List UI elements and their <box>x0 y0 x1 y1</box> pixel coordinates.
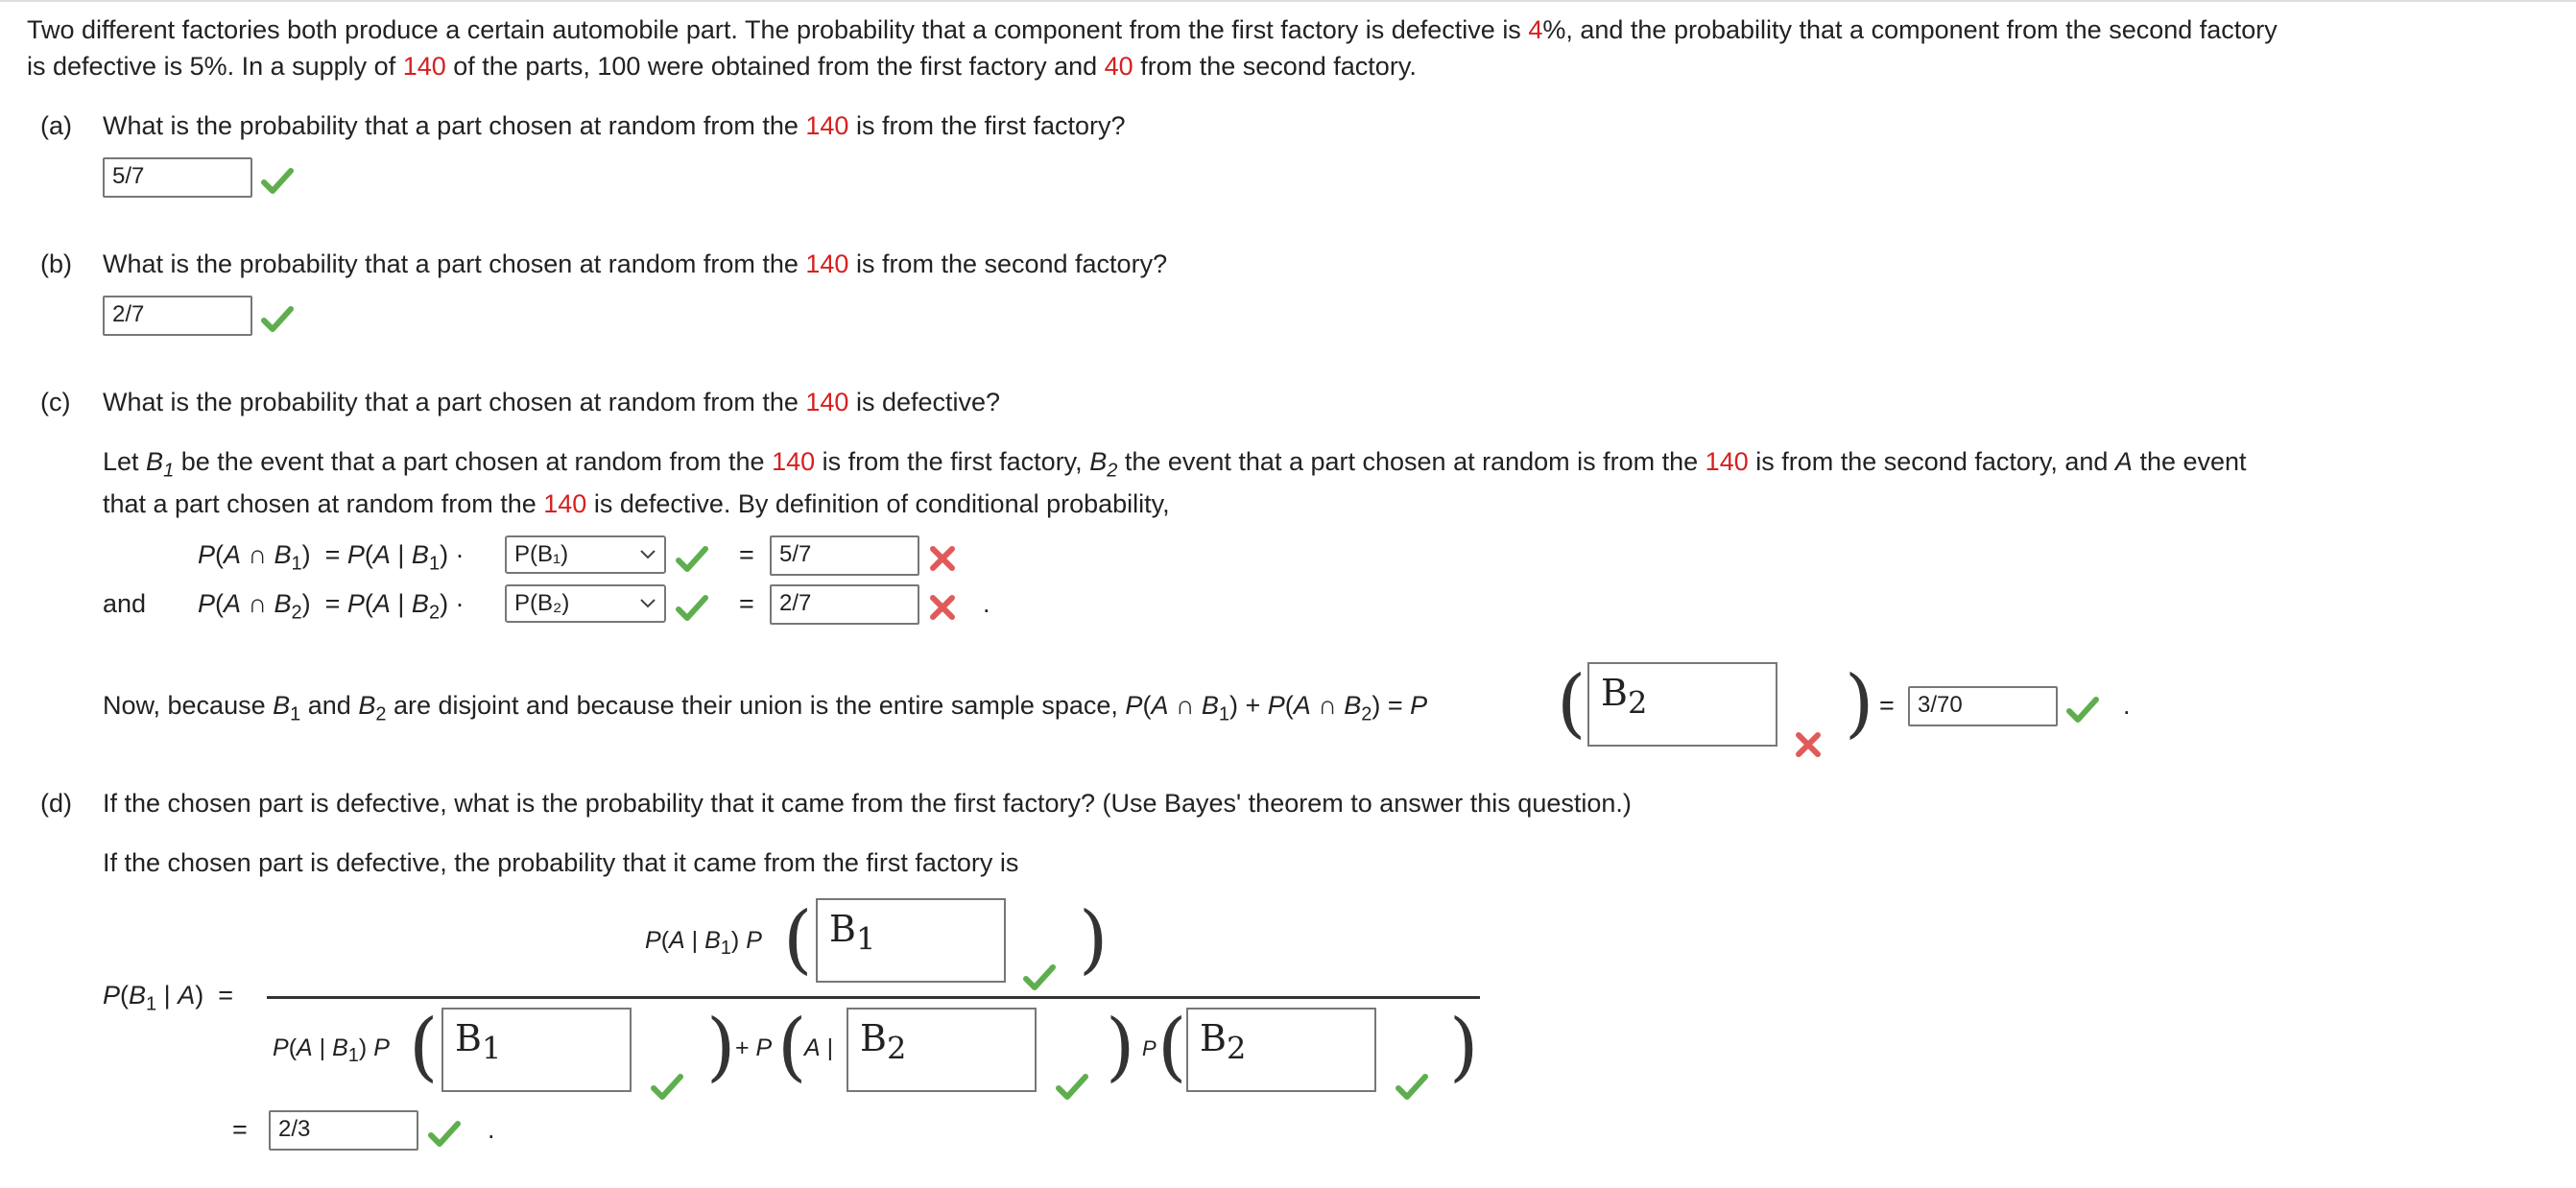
left-paren: ( <box>777 1004 807 1090</box>
equals-sign: = <box>739 589 754 618</box>
eq2-select[interactable]: P(B₂) <box>505 584 666 623</box>
eq2-formula: P(A ∩ $B_2) = P(A$ | $B_2$) · <box>198 589 465 624</box>
bayes-lhs: $P(B_1$ | A) = <box>103 981 233 1015</box>
fraction-bar <box>267 996 1480 999</box>
right-paren: ) <box>1079 896 1109 983</box>
period: . <box>488 1115 495 1144</box>
check-icon <box>1056 1073 1088 1100</box>
part-a-label: (a) <box>40 111 72 140</box>
intro-line-2: is defective is 5%. In a supply of 140 of the parts, 100 were obtained from the first factory and 40 from the second factory. <box>27 52 1417 81</box>
left-paren: ( <box>409 1004 439 1090</box>
chevron-down-icon <box>639 543 656 566</box>
plus-p: + P <box>735 1034 773 1061</box>
check-icon <box>2066 696 2099 723</box>
equals-sign: = <box>1879 691 1895 720</box>
check-icon <box>676 594 708 621</box>
part-b-label: (b) <box>40 249 72 278</box>
equals-sign: = <box>232 1115 248 1144</box>
eq1-select[interactable]: P(B₁) <box>505 535 666 574</box>
result-d-input[interactable]: 2/3 <box>269 1110 418 1151</box>
right-paren: ) <box>1106 1004 1135 1090</box>
top-divider <box>0 0 2576 2</box>
part-c-label: (c) <box>40 388 71 416</box>
check-icon <box>261 167 294 194</box>
result-c-input[interactable]: 3/70 <box>1908 686 2058 726</box>
part-d-statement: If the chosen part is defective, the probability that it came from the first factory is <box>103 848 1019 877</box>
check-icon <box>428 1120 461 1147</box>
and-label: and <box>103 589 147 618</box>
union-expression-input[interactable]: $B_2$ <box>1587 662 1777 747</box>
right-paren: ) <box>1845 660 1874 747</box>
left-paren: ( <box>1157 1004 1187 1090</box>
cross-icon <box>929 545 956 572</box>
cross-icon <box>929 594 956 621</box>
p-label: P <box>1142 1036 1157 1060</box>
check-icon <box>676 545 708 572</box>
part-a-question: What is the probability that a part chosen at random from the 140 is from the first factory? <box>103 111 1126 140</box>
part-d-label: (d) <box>40 789 72 818</box>
intro-line-1: Two different factories both produce a certain automobile part. The probability that a component from the first factory is defective is 4%, and the probability that a component from the second factory <box>27 15 2278 44</box>
chevron-down-icon <box>639 592 656 615</box>
check-icon <box>1023 963 1056 990</box>
denominator-event-3-input[interactable]: $B_2$ <box>1186 1008 1376 1092</box>
cross-icon <box>1795 731 1822 758</box>
denominator-event-1-input[interactable]: $B_1$ <box>441 1008 632 1092</box>
denominator-formula-1: P(A | $B_1$) P <box>273 1034 390 1066</box>
right-paren: ) <box>1449 1004 1479 1090</box>
part-c-question: What is the probability that a part chosen at random from the 140 is defective? <box>103 388 1001 416</box>
equals-sign: = <box>739 540 754 569</box>
denominator-event-2-input[interactable]: $B_2$ <box>847 1008 1037 1092</box>
check-icon <box>261 305 294 332</box>
check-icon <box>1395 1073 1428 1100</box>
eq1-formula: P(A ∩ $B_1) = P(A$ | $B_1$) · <box>198 540 465 575</box>
eq2-value-input[interactable]: 2/7 <box>770 584 919 625</box>
left-paren: ( <box>783 896 813 983</box>
left-paren: ( <box>1557 660 1586 747</box>
part-b-question: What is the probability that a part chosen at random from the 140 is from the second factory? <box>103 249 1168 278</box>
right-paren: ) <box>706 1004 736 1090</box>
part-d-question: If the chosen part is defective, what is the probability that it came from the first factory? (Use Bayes' theorem to answer this question.) <box>103 789 1632 818</box>
part-c-let-line-1: Let $B_1$ be the event that a part chosen at random from the 140 is from the first factory, $B_2$ the event that a part chosen at random is from the 140 is from the second factory, and A the event <box>103 447 2247 482</box>
period: . <box>2123 691 2131 720</box>
answer-b-input[interactable]: 2/7 <box>103 296 252 336</box>
numerator-event-input[interactable]: $B_1$ <box>816 898 1006 983</box>
eq1-value-input[interactable]: 5/7 <box>770 535 919 576</box>
part-c-now-text: Now, because $B_1$ and $B_2$ are disjoint and because their union is the entire sample space, P(A ∩ $B_1) + P(A$ ∩ $B_2) = P$ <box>103 691 1428 725</box>
answer-a-input[interactable]: 5/7 <box>103 157 252 198</box>
period: . <box>983 589 990 618</box>
a-given: A | <box>804 1034 834 1061</box>
numerator-formula: P(A | $B_1$) P <box>645 927 762 959</box>
check-icon <box>651 1073 683 1100</box>
part-c-let-line-2: that a part chosen at random from the 140 is defective. By definition of conditional probability, <box>103 489 1170 518</box>
